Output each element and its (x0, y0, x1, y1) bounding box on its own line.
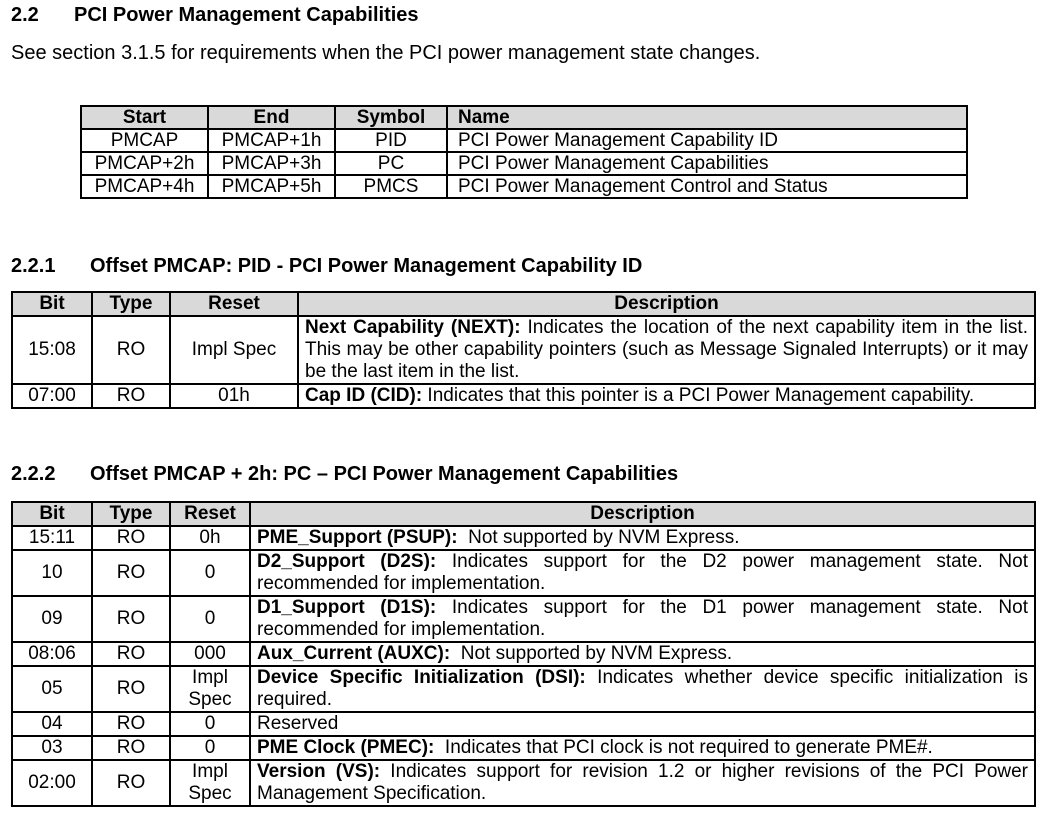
cell-bit: 10 (12, 550, 92, 596)
col-header-description: Description (298, 292, 1035, 316)
table-row (81, 152, 967, 175)
cell-bit: 03 (12, 736, 92, 760)
field-name: Device Specific Initialization (DSI): (257, 667, 586, 688)
cell-bit: 05 (12, 666, 92, 712)
cell-start: PMCAP+4h (81, 175, 208, 198)
cell-type: RO (92, 550, 170, 596)
cell-name: PCI Power Management Capabilities (447, 152, 967, 175)
col-header-symbol: Symbol (335, 106, 447, 129)
cell-bit: 08:06 (12, 642, 92, 666)
cell-bit: 07:00 (12, 384, 92, 408)
cell-reset: 0 (170, 736, 250, 760)
section-title: Offset PMCAP: PID - PCI Power Management Capability ID (90, 255, 643, 277)
field-name: PME Clock (PMEC): (257, 737, 435, 758)
cell-type: RO (92, 642, 170, 666)
field-name: PME_Support (PSUP): (257, 527, 458, 548)
cell-bit: 15:08 (12, 316, 92, 384)
cell-bit: 09 (12, 596, 92, 642)
cell-description (250, 526, 1035, 550)
cell-description (298, 316, 1035, 384)
cell-reset: 0 (170, 596, 250, 642)
cell-reset: 0 (170, 712, 250, 736)
col-header-bit: Bit (12, 292, 92, 316)
field-text: Indicates the location of the next capability item in the list. This may be other capability pointers (such as Message Signaled Interrupts) or it may be the last item in the list. (305, 317, 1028, 382)
intro-paragraph: See section 3.1.5 for requirements when the PCI power management state changes. (11, 42, 761, 64)
cell-description (298, 384, 1035, 408)
cell-end: PMCAP+5h (208, 175, 335, 198)
table-header-row (12, 292, 1035, 316)
pid-register-table (11, 291, 1036, 409)
cell-symbol: PID (335, 129, 447, 152)
table-row (12, 666, 1035, 712)
cell-symbol: PMCS (335, 175, 447, 198)
cell-reset: Impl Spec (170, 666, 250, 712)
cell-reset: 0 (170, 550, 250, 596)
col-header-reset: Reset (170, 292, 298, 316)
section-number: 2.2 (11, 4, 39, 26)
field-text: Reserved (257, 713, 339, 734)
cell-type: RO (92, 526, 170, 550)
table-row (12, 760, 1035, 806)
col-header-type: Type (92, 502, 170, 526)
pc-register-table (11, 501, 1036, 807)
col-header-end: End (208, 106, 335, 129)
cell-type: RO (92, 384, 170, 408)
table-header-row (12, 502, 1035, 526)
table-row (12, 642, 1035, 666)
field-name: Next Capability (NEXT): (305, 317, 521, 338)
table-row (12, 526, 1035, 550)
cell-name: PCI Power Management Capability ID (447, 129, 967, 152)
cell-end: PMCAP+3h (208, 152, 335, 175)
col-header-description: Description (250, 502, 1035, 526)
field-text: Indicates whether device specific initialization is required. (257, 667, 1029, 710)
cell-description (250, 666, 1035, 712)
field-text: Not supported by NVM Express. (457, 527, 740, 548)
section-2-2-heading (11, 4, 419, 27)
field-name: Aux_Current (AUXC): (257, 643, 451, 664)
field-text: Indicates support for revision 1.2 or higher revisions of the PCI Power Management Specification. (257, 761, 1029, 804)
col-header-type: Type (92, 292, 170, 316)
register-map-table (80, 105, 968, 199)
table-row (12, 736, 1035, 760)
cell-end: PMCAP+1h (208, 129, 335, 152)
table-row (12, 712, 1035, 736)
cell-bit: 02:00 (12, 760, 92, 806)
cell-description (250, 596, 1035, 642)
field-text: Not supported by NVM Express. (450, 643, 733, 664)
section-2-2-1-heading (11, 255, 642, 278)
section-2-2-2-heading (11, 463, 678, 486)
cell-name: PCI Power Management Control and Status (447, 175, 967, 198)
cell-reset: Impl Spec (170, 760, 250, 806)
field-name: Version (VS): (257, 761, 381, 782)
cell-description (250, 642, 1035, 666)
cell-bit: 04 (12, 712, 92, 736)
cell-start: PMCAP (81, 129, 208, 152)
table-header-row (81, 106, 967, 129)
cell-description (250, 712, 1035, 736)
cell-type: RO (92, 712, 170, 736)
section-title: PCI Power Management Capabilities (74, 4, 419, 26)
cell-reset: 000 (170, 642, 250, 666)
table-row (12, 550, 1035, 596)
field-text: Indicates that this pointer is a PCI Power Management capability. (422, 385, 975, 406)
field-text: Indicates support for the D2 power management state. Not recommended for implementation. (257, 551, 1028, 594)
cell-type: RO (92, 596, 170, 642)
field-name: D2_Support (D2S): (257, 551, 437, 572)
field-text: Indicates that PCI clock is not required to generate PME#. (434, 737, 933, 758)
cell-reset: Impl Spec (170, 316, 298, 384)
col-header-bit: Bit (12, 502, 92, 526)
col-header-start: Start (81, 106, 208, 129)
col-header-name: Name (447, 106, 967, 129)
section-number: 2.2.1 (11, 255, 56, 277)
field-name: D1_Support (D1S): (257, 597, 437, 618)
table-row (12, 596, 1035, 642)
cell-start: PMCAP+2h (81, 152, 208, 175)
cell-bit: 15:11 (12, 526, 92, 550)
cell-type: RO (92, 316, 170, 384)
section-title: Offset PMCAP + 2h: PC – PCI Power Management Capabilities (90, 463, 679, 485)
cell-description (250, 550, 1035, 596)
cell-description (250, 736, 1035, 760)
cell-reset: 01h (170, 384, 298, 408)
table-row (12, 384, 1035, 408)
cell-type: RO (92, 760, 170, 806)
section-number: 2.2.2 (11, 463, 56, 485)
cell-type: RO (92, 736, 170, 760)
field-name: Cap ID (CID): (305, 385, 423, 406)
table-row (81, 175, 967, 198)
cell-description (250, 760, 1035, 806)
cell-type: RO (92, 666, 170, 712)
cell-reset: 0h (170, 526, 250, 550)
table-row (12, 316, 1035, 384)
field-text: Indicates support for the D1 power management state. Not recommended for implementation. (257, 597, 1028, 640)
table-row (81, 129, 967, 152)
col-header-reset: Reset (170, 502, 250, 526)
cell-symbol: PC (335, 152, 447, 175)
